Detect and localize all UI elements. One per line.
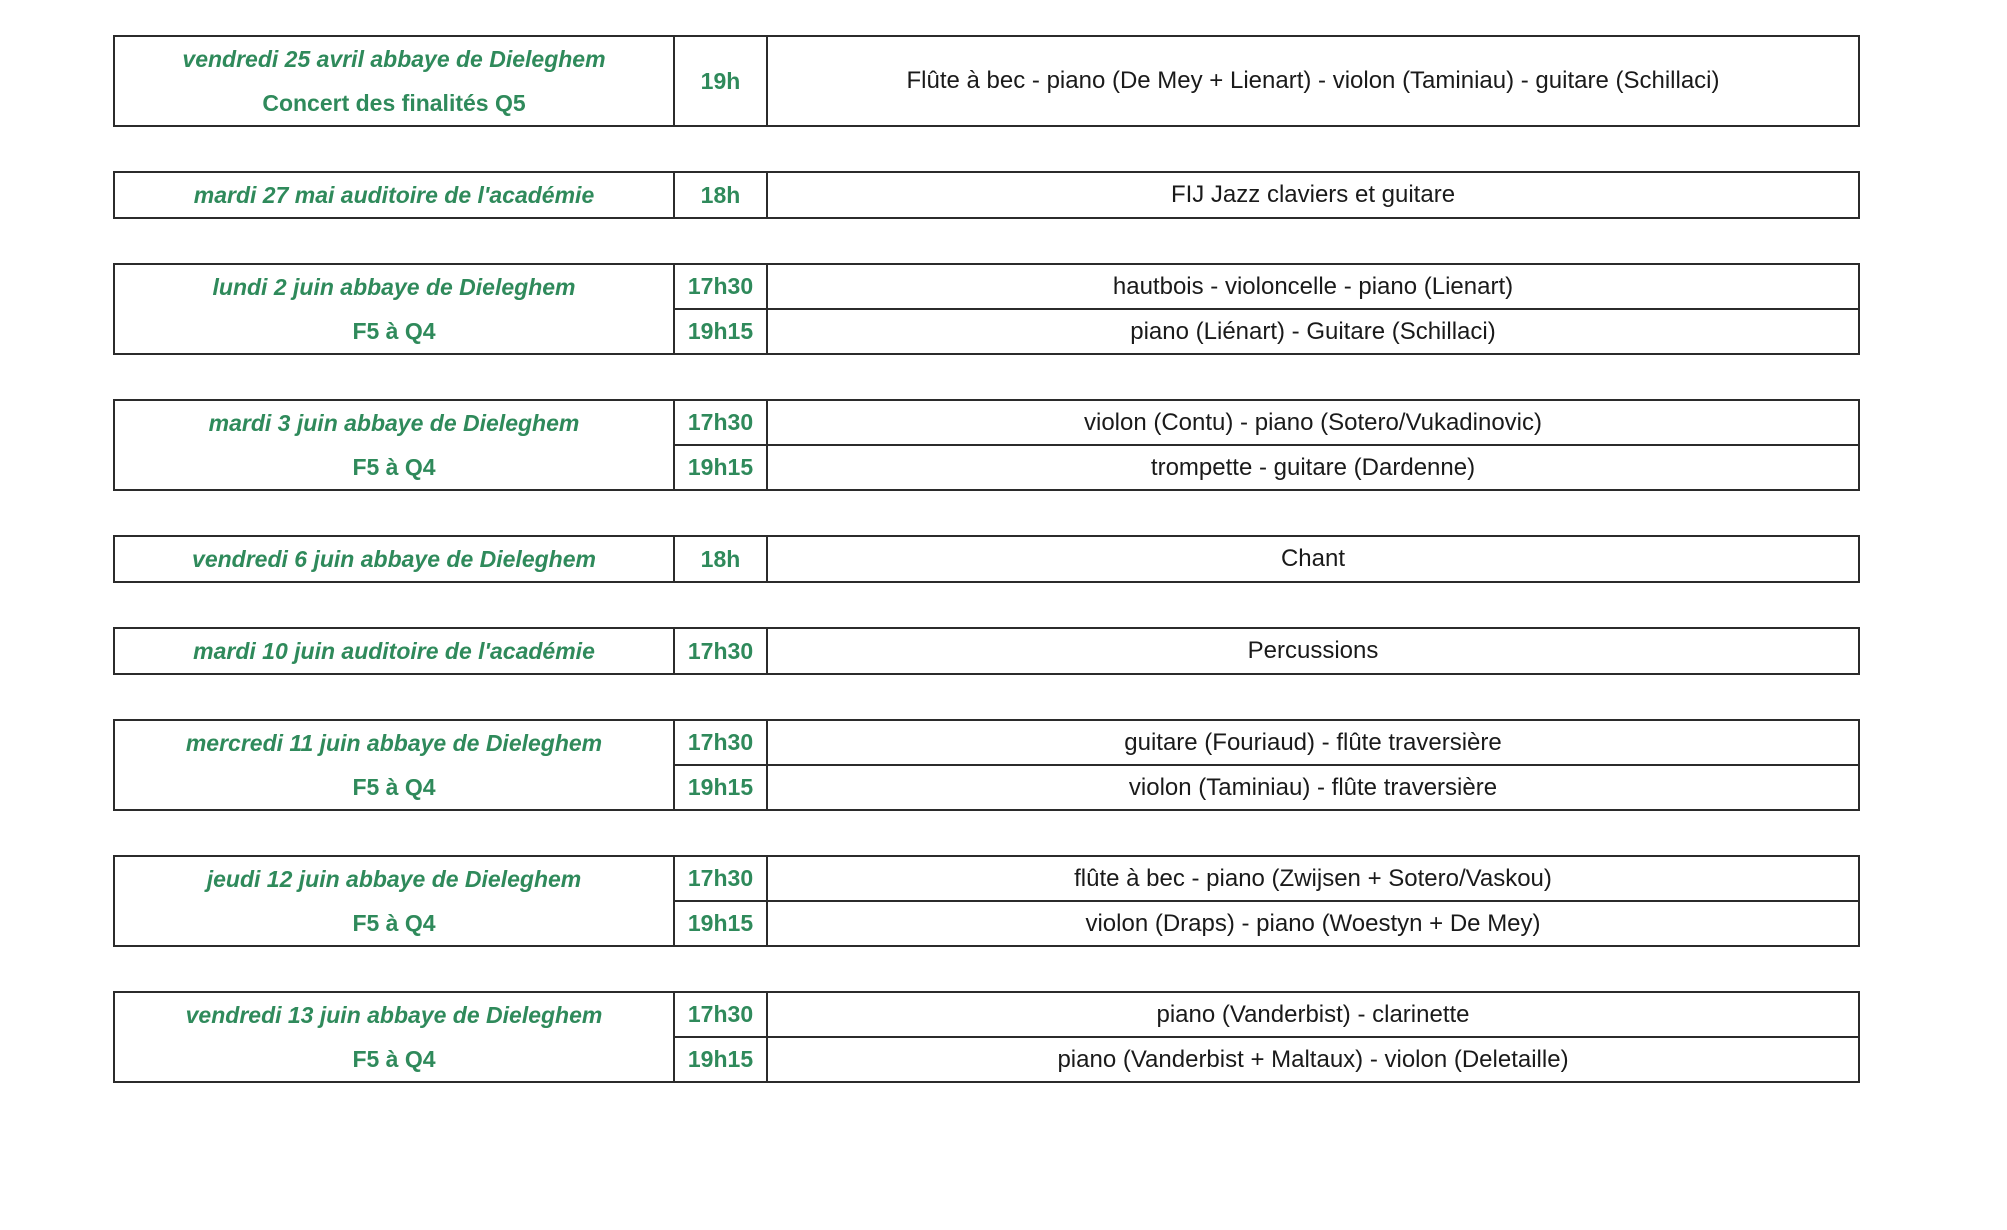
concert-subtitle: F5 à Q4 bbox=[352, 318, 436, 344]
session-row bbox=[114, 992, 1859, 1037]
session-row bbox=[114, 264, 1859, 309]
session-program: flûte à bec - piano (Zwijsen + Sotero/Vaskou) bbox=[767, 856, 1859, 901]
session-time: 18h bbox=[674, 172, 767, 218]
session-time: 17h30 bbox=[674, 628, 767, 674]
concert-date-cell bbox=[114, 264, 674, 354]
session-time: 19h15 bbox=[674, 901, 767, 946]
session-row bbox=[114, 856, 1859, 901]
concert-subtitle: F5 à Q4 bbox=[352, 454, 436, 480]
session-time: 19h15 bbox=[674, 309, 767, 354]
session-program: Percussions bbox=[767, 628, 1859, 674]
concert-date: vendredi 13 juin abbaye de Dieleghem bbox=[185, 1002, 603, 1028]
concert-date-cell bbox=[114, 992, 674, 1082]
concert-subtitle: F5 à Q4 bbox=[352, 774, 436, 800]
concert-date-cell bbox=[114, 856, 674, 946]
concert-date: mardi 27 mai auditoire de l'académie bbox=[193, 182, 595, 208]
session-program: hautbois - violoncelle - piano (Lienart) bbox=[767, 264, 1859, 309]
session-row bbox=[114, 720, 1859, 765]
session-program: piano (Liénart) - Guitare (Schillaci) bbox=[767, 309, 1859, 354]
concert-block bbox=[113, 399, 1860, 491]
session-time: 17h30 bbox=[674, 856, 767, 901]
concert-date-cell bbox=[114, 36, 674, 126]
session-row bbox=[114, 400, 1859, 445]
session-program: guitare (Fouriaud) - flûte traversière bbox=[767, 720, 1859, 765]
concert-date-cell bbox=[114, 400, 674, 490]
concert-date-cell bbox=[114, 172, 674, 218]
session-time: 19h bbox=[674, 36, 767, 126]
concert-subtitle: F5 à Q4 bbox=[352, 910, 436, 936]
session-program: violon (Taminiau) - flûte traversière bbox=[767, 765, 1859, 810]
concert-date-cell bbox=[114, 628, 674, 674]
concert-block bbox=[113, 719, 1860, 811]
session-row bbox=[114, 536, 1859, 582]
session-time: 19h15 bbox=[674, 765, 767, 810]
session-program: violon (Draps) - piano (Woestyn + De Mey) bbox=[767, 901, 1859, 946]
concert-date: mercredi 11 juin abbaye de Dieleghem bbox=[185, 730, 603, 756]
session-program: trompette - guitare (Dardenne) bbox=[767, 445, 1859, 490]
session-time: 17h30 bbox=[674, 992, 767, 1037]
concert-date: mardi 10 juin auditoire de l'académie bbox=[193, 638, 595, 664]
concert-date-cell bbox=[114, 720, 674, 810]
concert-date: vendredi 6 juin abbaye de Dieleghem bbox=[192, 546, 596, 572]
session-program: FIJ Jazz claviers et guitare bbox=[767, 172, 1859, 218]
concert-block bbox=[113, 35, 1860, 127]
session-row bbox=[114, 36, 1859, 126]
concert-date: lundi 2 juin abbaye de Dieleghem bbox=[212, 274, 576, 300]
session-time: 19h15 bbox=[674, 445, 767, 490]
session-time: 17h30 bbox=[674, 720, 767, 765]
concert-block bbox=[113, 855, 1860, 947]
session-program: piano (Vanderbist) - clarinette bbox=[767, 992, 1859, 1037]
concert-date: mardi 3 juin abbaye de Dieleghem bbox=[208, 410, 580, 436]
session-time: 17h30 bbox=[674, 264, 767, 309]
concert-block bbox=[113, 627, 1860, 675]
session-row bbox=[114, 172, 1859, 218]
concert-date-cell bbox=[114, 536, 674, 582]
concert-subtitle: Concert des finalités Q5 bbox=[262, 90, 526, 116]
session-program: violon (Contu) - piano (Sotero/Vukadinovic) bbox=[767, 400, 1859, 445]
session-program: piano (Vanderbist + Maltaux) - violon (Deletaille) bbox=[767, 1037, 1859, 1082]
concert-block bbox=[113, 535, 1860, 583]
session-time: 19h15 bbox=[674, 1037, 767, 1082]
session-program: Chant bbox=[767, 536, 1859, 582]
concert-schedule bbox=[113, 35, 1860, 1127]
concert-block bbox=[113, 991, 1860, 1083]
session-row bbox=[114, 628, 1859, 674]
concert-block bbox=[113, 171, 1860, 219]
concert-subtitle: F5 à Q4 bbox=[352, 1046, 436, 1072]
concert-date: vendredi 25 avril abbaye de Dieleghem bbox=[182, 46, 606, 72]
concert-date: jeudi 12 juin abbaye de Dieleghem bbox=[206, 866, 582, 892]
session-program: Flûte à bec - piano (De Mey + Lienart) - violon (Taminiau) - guitare (Schillaci) bbox=[767, 36, 1859, 126]
concert-block bbox=[113, 263, 1860, 355]
session-time: 17h30 bbox=[674, 400, 767, 445]
session-time: 18h bbox=[674, 536, 767, 582]
